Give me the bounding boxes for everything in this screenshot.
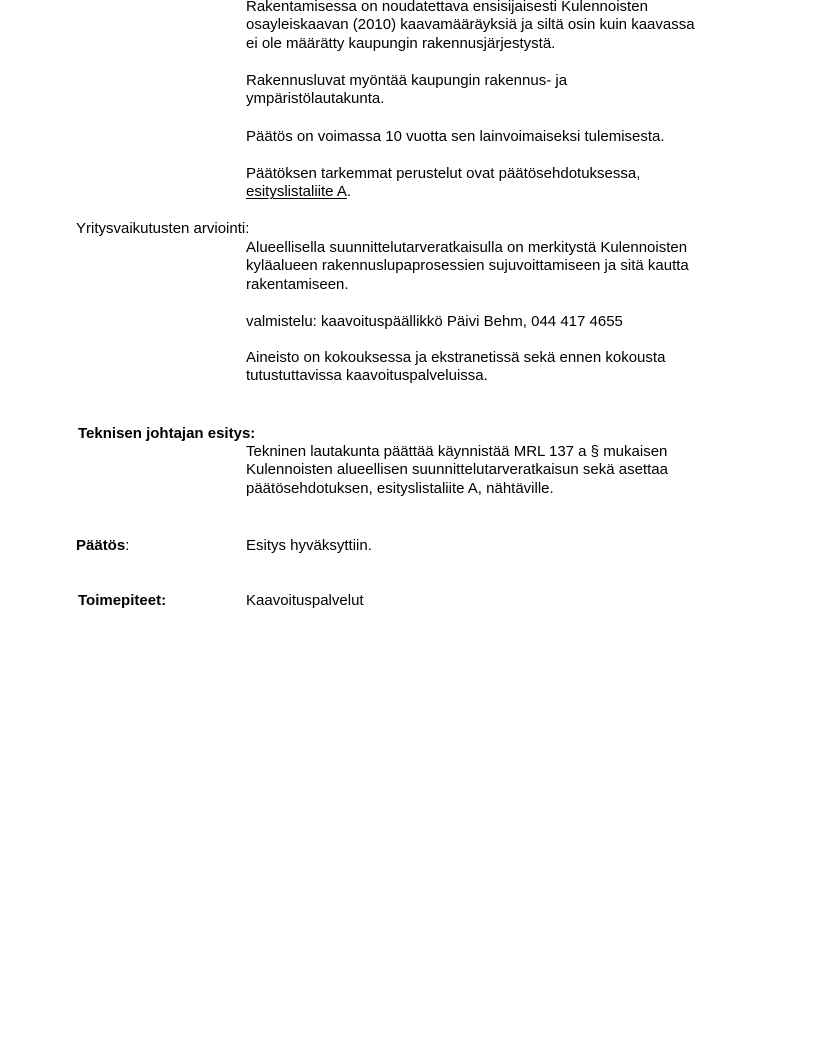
rakennusluvat-paragraph: Rakennusluvat myöntää kaupungin rakennus- ja ympäristölautakunta. [246,72,568,108]
paatos-label-colon: : [125,537,130,554]
perustelut-period: . [346,183,352,201]
toimepiteet-label: Toimepiteet: [78,592,167,609]
voimassa-paragraph: Päätös on voimassa 10 vuotta sen lainvoimaiseksi tulemisesta. [246,128,665,145]
toimepiteet-text: Kaavoituspalvelut [246,592,364,609]
perustelut-text: Päätöksen tarkemmat perustelut ovat päätösehdotuksessa, [246,165,641,182]
paatos-label-text: Päätös [76,537,126,554]
valmistelu-paragraph: valmistelu: kaavoituspäällikkö Päivi Behm, 044 417 4655 [246,313,623,330]
perustelut-paragraph [246,165,746,202]
paatos-text: Esitys hyväksyttiin. [246,537,372,554]
paatos-label [76,537,129,555]
yritysvaikutukset-label: Yritysvaikutusten arviointi: [76,220,250,237]
esityslistaliite-a-link[interactable]: esityslistaliite A [246,183,347,201]
esitys-label: Teknisen johtajan esitys: [78,425,256,442]
aineisto-paragraph: Aineisto on kokouksessa ja ekstranetissä sekä ennen kokousta tutustuttavissa kaavoituspalveluissa. [246,349,666,385]
esitys-paragraph: Tekninen lautakunta päättää käynnistää MRL 137 a § mukaisen Kulennoisten alueellisen suunnittelutarveratkaisun sekä asettaa päätösehdotuksen, esityslistaliite A, nähtäville. [246,443,668,497]
yritysvaikutukset-paragraph: Alueellisella suunnittelutarveratkaisulla on merkitystä Kulennoisten kyläalueen rakennuslupaprosessien sujuvoittamiseen ja sitä kautta rakentamiseen. [246,239,689,293]
rakentaminen-paragraph: Rakentamisessa on noudatettava ensisijaisesti Kulennoisten osayleiskaavan (2010) kaavamääräyksiä ja siltä osin kuin kaavassa ei ole määrätty kaupungin rakennusjärjestystä. [246,0,695,52]
